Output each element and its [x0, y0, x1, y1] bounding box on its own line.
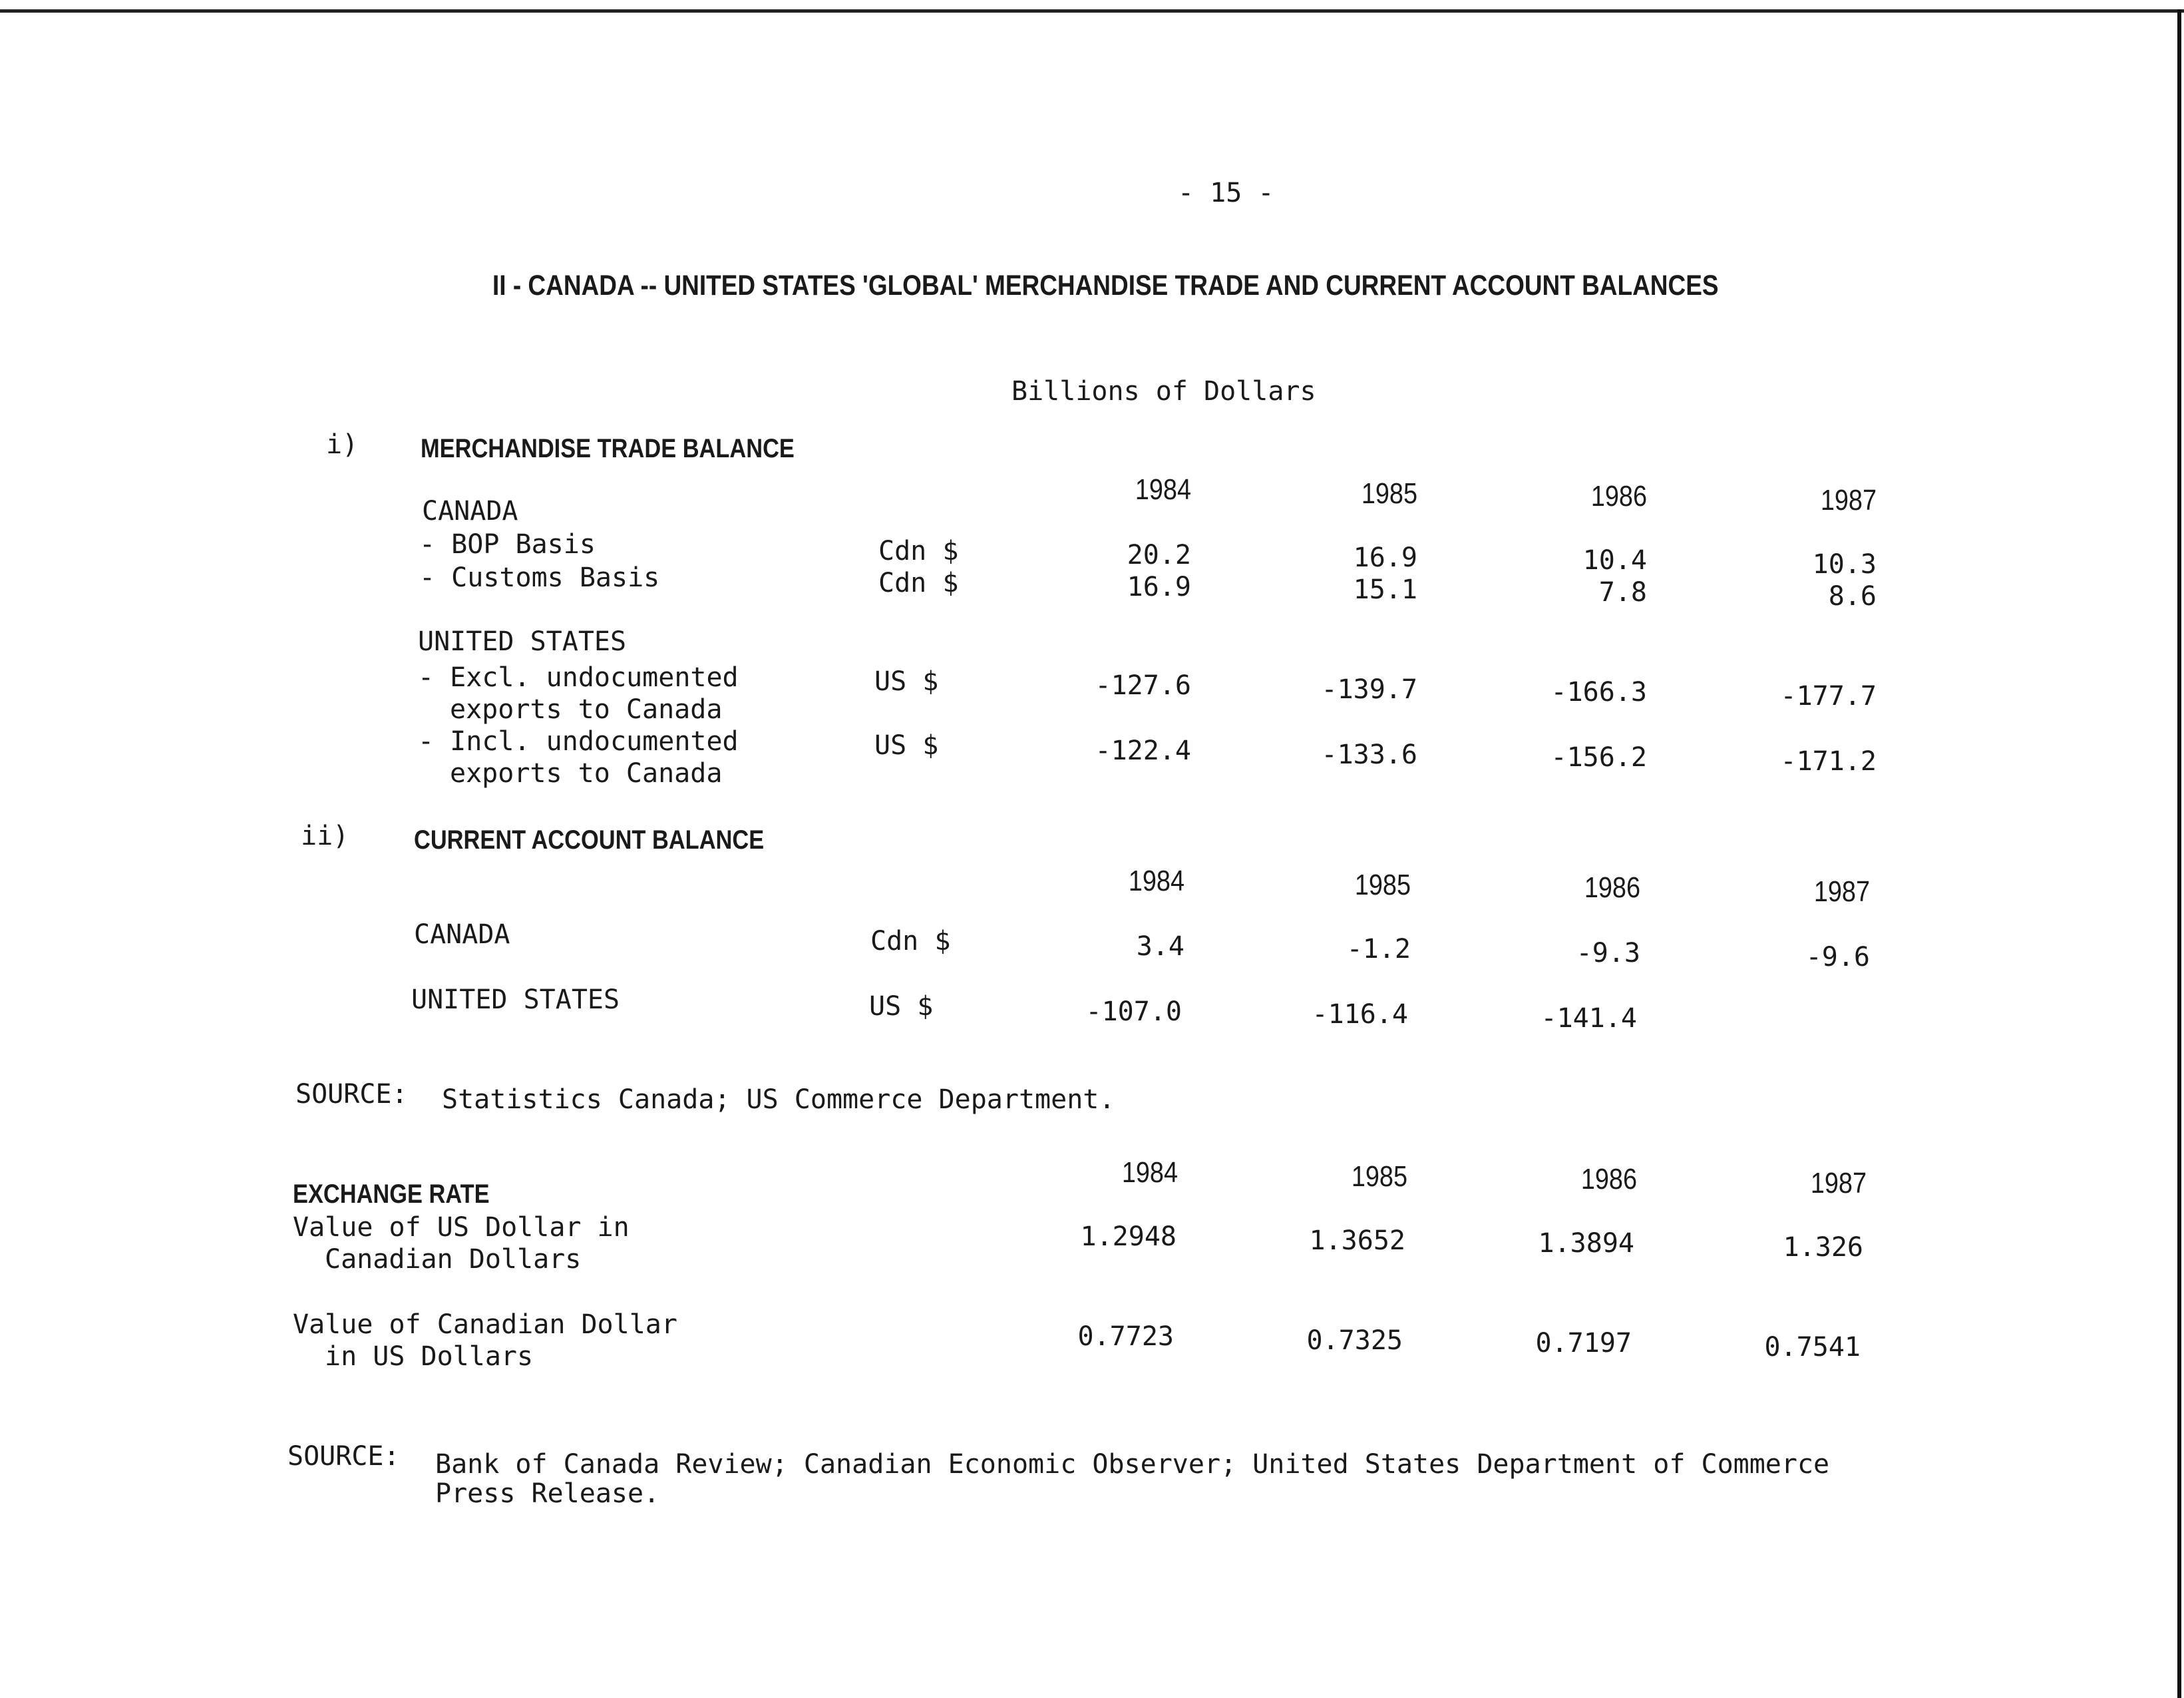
s2-year-1987: 1987: [1813, 875, 1870, 908]
s1-year-1986: 1986: [1590, 480, 1647, 513]
ex-cad-label-2: in US Dollars: [325, 1341, 534, 1372]
s1-us-label: UNITED STATES: [418, 626, 627, 657]
s1-incl-label-2: exports to Canada: [450, 758, 723, 789]
source1-label: SOURCE:: [295, 1079, 408, 1110]
s2-us-currency: US $: [869, 991, 934, 1022]
section2-marker: ii): [301, 821, 349, 851]
right-border-line: [2177, 9, 2181, 1698]
s2-canada-1984: 3.4: [1136, 931, 1184, 962]
ex-usd-label-1: Value of US Dollar in: [293, 1212, 630, 1243]
s1-excl-label-1: - Excl. undocumented: [418, 662, 739, 693]
s2-year-1986: 1986: [1584, 871, 1640, 904]
s1-customs-1986: 7.8: [1598, 577, 1647, 608]
s1-incl-1985: -133.6: [1321, 740, 1417, 770]
s1-canada-label: CANADA: [422, 496, 518, 527]
s1-customs-label: - Customs Basis: [419, 562, 660, 593]
section1-marker: i): [326, 429, 359, 460]
s2-canada-label: CANADA: [414, 919, 510, 950]
source1-text: Statistics Canada; US Commerce Department.: [442, 1084, 1115, 1115]
ex-usd-1987: 1.326: [1783, 1232, 1863, 1263]
s1-year-1985: 1985: [1361, 477, 1417, 510]
ex-cad-1987: 0.7541: [1764, 1332, 1861, 1363]
s1-customs-1985: 15.1: [1353, 574, 1417, 605]
s2-us-1986: -141.4: [1541, 1003, 1637, 1034]
s1-customs-1984: 16.9: [1127, 572, 1191, 602]
s1-incl-1987: -171.2: [1780, 746, 1877, 777]
ex-year-1984: 1984: [1121, 1156, 1178, 1189]
s1-year-1984: 1984: [1135, 473, 1191, 506]
s2-us-1984: -107.0: [1085, 996, 1182, 1027]
ex-year-1985: 1985: [1351, 1160, 1407, 1193]
s1-bop-1987: 10.3: [1812, 549, 1877, 580]
s1-incl-1986: -156.2: [1550, 742, 1647, 773]
units-label: Billions of Dollars: [1011, 376, 1316, 407]
ex-usd-label-2: Canadian Dollars: [325, 1244, 582, 1275]
ex-cad-1986: 0.7197: [1535, 1328, 1632, 1359]
ex-cad-1984: 0.7723: [1077, 1321, 1174, 1352]
ex-year-1986: 1986: [1580, 1163, 1637, 1195]
s1-excl-label-2: exports to Canada: [450, 694, 723, 725]
source2-label: SOURCE:: [287, 1441, 400, 1472]
s1-excl-1984: -127.6: [1095, 670, 1191, 701]
s2-us-label: UNITED STATES: [411, 984, 620, 1015]
page-title: II - CANADA -- UNITED STATES 'GLOBAL' MERCHANDISE TRADE AND CURRENT ACCOUNT BALANCES: [492, 270, 1719, 302]
s1-customs-1987: 8.6: [1828, 581, 1877, 612]
exchange-heading: EXCHANGE RATE: [293, 1179, 490, 1209]
s2-canada-1986: -9.3: [1576, 938, 1640, 968]
s2-canada-currency: Cdn $: [870, 926, 951, 956]
s1-excl-1987: -177.7: [1780, 681, 1877, 712]
ex-usd-1986: 1.3894: [1538, 1228, 1634, 1259]
s1-bop-1985: 16.9: [1353, 542, 1417, 573]
source2-line1: Bank of Canada Review; Canadian Economic Observer; United States Department of Commerce: [435, 1449, 1830, 1480]
s1-incl-currency: US $: [874, 730, 939, 761]
s1-excl-currency: US $: [874, 666, 939, 697]
source2-line2: Press Release.: [435, 1478, 660, 1509]
s1-incl-1984: -122.4: [1095, 736, 1191, 766]
s1-year-1987: 1987: [1820, 484, 1877, 517]
top-border-line: [0, 9, 2184, 13]
s2-year-1984: 1984: [1128, 865, 1184, 897]
ex-year-1987: 1987: [1810, 1167, 1867, 1199]
s1-bop-1986: 10.4: [1582, 545, 1647, 576]
s1-customs-currency: Cdn $: [878, 568, 959, 598]
s1-bop-label: - BOP Basis: [419, 529, 596, 560]
section1-heading: MERCHANDISE TRADE BALANCE: [421, 434, 795, 463]
s1-bop-currency: Cdn $: [878, 536, 959, 566]
s2-canada-1987: -9.6: [1805, 942, 1870, 972]
s2-year-1985: 1985: [1354, 869, 1411, 901]
s2-canada-1985: -1.2: [1346, 934, 1411, 964]
s1-excl-1985: -139.7: [1321, 674, 1417, 705]
ex-usd-1984: 1.2948: [1080, 1221, 1177, 1252]
s1-bop-1984: 20.2: [1127, 540, 1191, 570]
ex-cad-1985: 0.7325: [1306, 1325, 1403, 1356]
section2-heading: CURRENT ACCOUNT BALANCE: [414, 825, 765, 855]
s1-excl-1986: -166.3: [1550, 677, 1647, 708]
s1-incl-label-1: - Incl. undocumented: [418, 726, 739, 757]
ex-usd-1985: 1.3652: [1309, 1225, 1405, 1256]
page-number: - 15 -: [1178, 178, 1274, 208]
ex-cad-label-1: Value of Canadian Dollar: [293, 1309, 677, 1340]
s2-us-1985: -116.4: [1312, 999, 1408, 1030]
